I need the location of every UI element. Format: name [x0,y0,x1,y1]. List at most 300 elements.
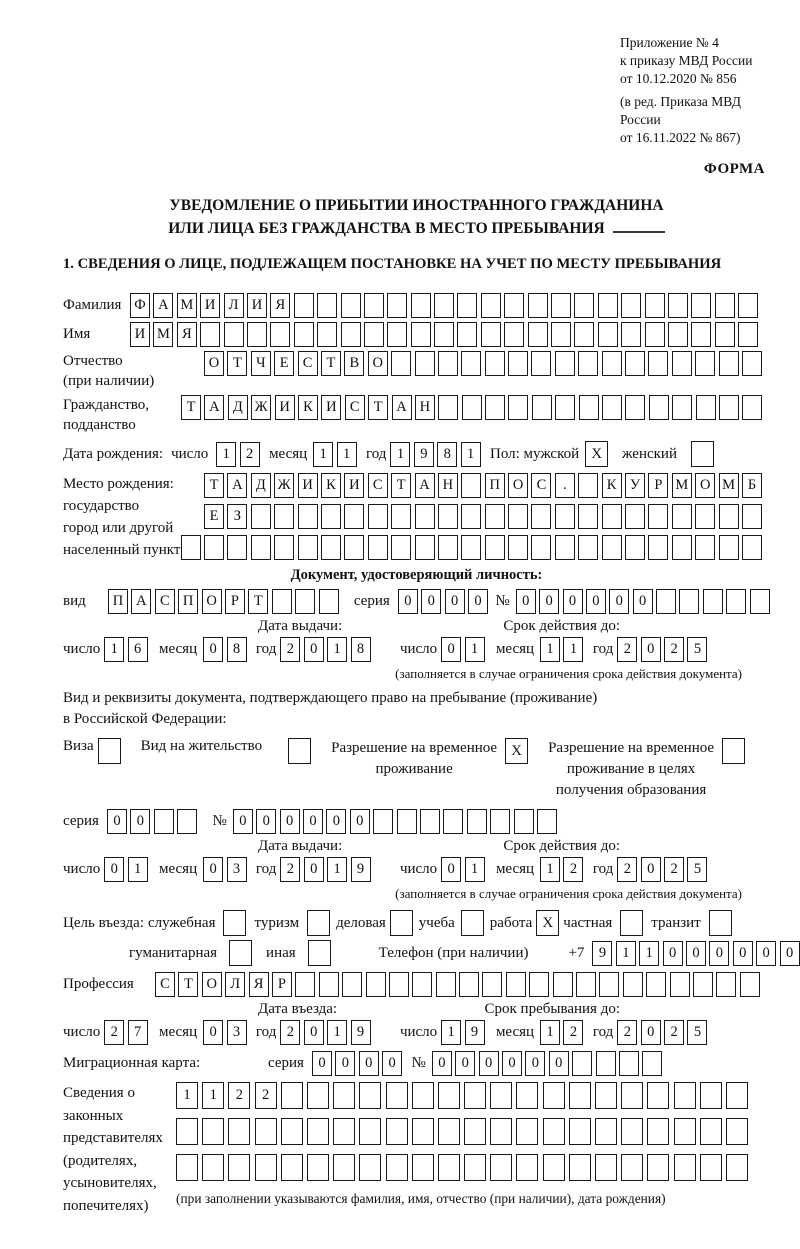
char-box[interactable]: О [204,351,224,376]
char-box[interactable]: 0 [468,589,488,614]
char-box[interactable]: 0 [421,589,441,614]
char-box[interactable] [504,293,524,318]
char-box[interactable] [373,809,393,834]
char-box[interactable] [247,322,267,347]
char-box[interactable] [726,589,746,614]
char-box[interactable] [700,1154,722,1181]
char-box[interactable] [366,972,386,997]
char-box[interactable] [386,1154,408,1181]
char-box[interactable]: 1 [128,857,148,882]
char-box[interactable] [462,395,482,420]
char-box[interactable]: 9 [351,1020,371,1045]
char-box[interactable] [298,535,318,560]
char-box[interactable] [555,535,575,560]
char-box[interactable] [531,504,551,529]
char-box[interactable]: Н [438,473,458,498]
char-box[interactable] [359,1154,381,1181]
char-box[interactable] [508,351,528,376]
char-box[interactable] [672,351,692,376]
char-box[interactable]: А [227,473,247,498]
purpose-other-checkbox[interactable] [308,940,331,966]
char-box[interactable]: 0 [609,589,629,614]
char-box[interactable] [176,1118,198,1145]
char-box[interactable]: 1 [639,941,659,966]
char-box[interactable] [333,1082,355,1109]
char-box[interactable] [625,504,645,529]
char-box[interactable]: 0 [733,941,753,966]
char-box[interactable] [295,972,315,997]
char-box[interactable] [438,395,458,420]
char-box[interactable] [506,972,526,997]
char-box[interactable] [528,293,548,318]
char-box[interactable] [344,535,364,560]
char-box[interactable]: 8 [437,442,457,467]
char-box[interactable] [368,535,388,560]
char-box[interactable] [700,1082,722,1109]
char-box[interactable] [691,322,711,347]
char-box[interactable]: 2 [563,857,583,882]
char-box[interactable]: 1 [176,1082,198,1109]
char-box[interactable] [574,293,594,318]
char-box[interactable] [668,293,688,318]
char-box[interactable] [364,293,384,318]
char-box[interactable]: 1 [104,637,124,662]
char-box[interactable]: 1 [465,857,485,882]
char-box[interactable] [579,395,599,420]
char-box[interactable] [321,535,341,560]
char-box[interactable] [516,1118,538,1145]
char-box[interactable] [255,1154,277,1181]
char-box[interactable]: 0 [663,941,683,966]
char-box[interactable]: Л [225,972,245,997]
char-box[interactable] [703,589,723,614]
char-box[interactable] [719,535,739,560]
char-box[interactable]: 0 [382,1051,402,1076]
char-box[interactable] [647,1118,669,1145]
char-box[interactable]: О [368,351,388,376]
char-box[interactable]: 2 [280,1020,300,1045]
char-box[interactable]: Е [274,351,294,376]
char-box[interactable] [516,1082,538,1109]
char-box[interactable] [307,1154,329,1181]
char-box[interactable]: 0 [203,637,223,662]
char-box[interactable] [674,1082,696,1109]
char-box[interactable] [668,322,688,347]
char-box[interactable]: 1 [441,1020,461,1045]
char-box[interactable] [621,322,641,347]
char-box[interactable] [648,504,668,529]
char-box[interactable] [298,504,318,529]
char-box[interactable] [621,1118,643,1145]
char-box[interactable] [294,322,314,347]
char-box[interactable]: 0 [502,1051,522,1076]
char-box[interactable] [294,293,314,318]
char-box[interactable]: 0 [686,941,706,966]
char-box[interactable]: 0 [304,857,324,882]
char-box[interactable] [672,395,692,420]
char-box[interactable]: 0 [780,941,800,966]
char-box[interactable]: 0 [633,589,653,614]
char-box[interactable] [599,972,619,997]
char-box[interactable]: Т [178,972,198,997]
char-box[interactable] [569,1082,591,1109]
char-box[interactable]: А [204,395,224,420]
char-box[interactable] [672,504,692,529]
char-box[interactable]: Т [204,473,224,498]
edu-residence-checkbox[interactable] [722,738,745,764]
char-box[interactable] [251,504,271,529]
char-box[interactable] [642,1051,662,1076]
char-box[interactable] [647,1154,669,1181]
char-box[interactable]: Ч [251,351,271,376]
char-box[interactable]: 2 [617,637,637,662]
blank-underline[interactable] [613,217,665,233]
char-box[interactable]: О [202,589,222,614]
char-box[interactable]: 0 [256,809,276,834]
char-box[interactable]: 1 [337,442,357,467]
char-box[interactable]: 0 [104,857,124,882]
char-box[interactable]: 2 [228,1082,250,1109]
char-box[interactable] [621,1082,643,1109]
char-box[interactable]: 9 [592,941,612,966]
char-box[interactable] [295,589,315,614]
char-box[interactable] [251,535,271,560]
char-box[interactable] [715,322,735,347]
char-box[interactable] [595,1118,617,1145]
char-box[interactable] [578,504,598,529]
char-box[interactable]: Б [742,473,762,498]
char-box[interactable]: 2 [617,857,637,882]
char-box[interactable]: К [321,473,341,498]
char-box[interactable]: А [153,293,173,318]
char-box[interactable] [553,972,573,997]
char-box[interactable] [602,535,622,560]
char-box[interactable] [224,322,244,347]
char-box[interactable] [415,535,435,560]
char-box[interactable]: 0 [303,809,323,834]
char-box[interactable]: 2 [280,857,300,882]
char-box[interactable] [646,972,666,997]
char-box[interactable]: 0 [107,809,127,834]
char-box[interactable] [274,535,294,560]
char-box[interactable] [672,535,692,560]
char-box[interactable] [649,395,669,420]
char-box[interactable] [569,1154,591,1181]
char-box[interactable]: 8 [227,637,247,662]
char-box[interactable] [531,351,551,376]
char-box[interactable] [317,293,337,318]
char-box[interactable] [202,1154,224,1181]
char-box[interactable] [674,1118,696,1145]
char-box[interactable] [595,1082,617,1109]
char-box[interactable] [181,535,201,560]
char-box[interactable]: И [344,473,364,498]
char-box[interactable] [438,535,458,560]
char-box[interactable]: 1 [313,442,333,467]
char-box[interactable] [176,1154,198,1181]
char-box[interactable] [464,1082,486,1109]
char-box[interactable]: 1 [390,442,410,467]
char-box[interactable] [391,504,411,529]
char-box[interactable]: 3 [227,1020,247,1045]
char-box[interactable]: 0 [516,589,536,614]
char-box[interactable]: С [155,972,175,997]
char-box[interactable] [281,1118,303,1145]
char-box[interactable]: С [345,395,365,420]
char-box[interactable] [490,1082,512,1109]
char-box[interactable] [485,535,505,560]
char-box[interactable]: П [178,589,198,614]
char-box[interactable] [742,504,762,529]
char-box[interactable] [625,351,645,376]
char-box[interactable] [602,504,622,529]
char-box[interactable]: . [555,473,575,498]
char-box[interactable] [485,504,505,529]
char-box[interactable]: М [672,473,692,498]
char-box[interactable] [508,535,528,560]
purpose-tourism-checkbox[interactable] [307,910,330,936]
char-box[interactable] [656,589,676,614]
purpose-study-checkbox[interactable] [461,910,484,936]
char-box[interactable]: 0 [549,1051,569,1076]
char-box[interactable]: 0 [539,589,559,614]
char-box[interactable] [412,1082,434,1109]
char-box[interactable] [691,293,711,318]
char-box[interactable] [490,809,510,834]
char-box[interactable] [364,322,384,347]
char-box[interactable]: 0 [709,941,729,966]
char-box[interactable] [619,1051,639,1076]
char-box[interactable] [459,972,479,997]
char-box[interactable]: 9 [351,857,371,882]
char-box[interactable] [461,504,481,529]
char-box[interactable]: С [531,473,551,498]
char-box[interactable] [412,972,432,997]
char-box[interactable] [602,395,622,420]
char-box[interactable]: П [108,589,128,614]
residence-permit-checkbox[interactable] [288,738,311,764]
char-box[interactable]: Р [272,972,292,997]
char-box[interactable]: 6 [128,637,148,662]
char-box[interactable] [202,1118,224,1145]
char-box[interactable]: Д [228,395,248,420]
char-box[interactable] [359,1082,381,1109]
char-box[interactable] [695,351,715,376]
char-box[interactable] [467,809,487,834]
char-box[interactable] [595,1154,617,1181]
char-box[interactable]: А [392,395,412,420]
char-box[interactable] [543,1118,565,1145]
char-box[interactable]: 0 [304,637,324,662]
char-box[interactable] [726,1082,748,1109]
char-box[interactable] [438,1082,460,1109]
char-box[interactable] [386,1082,408,1109]
char-box[interactable] [438,351,458,376]
char-box[interactable] [670,972,690,997]
char-box[interactable]: Л [224,293,244,318]
char-box[interactable] [679,589,699,614]
char-box[interactable] [368,504,388,529]
purpose-official-checkbox[interactable] [223,910,246,936]
purpose-transit-checkbox[interactable] [709,910,732,936]
char-box[interactable]: 0 [432,1051,452,1076]
char-box[interactable]: С [155,589,175,614]
purpose-private-checkbox[interactable] [620,910,643,936]
char-box[interactable] [481,293,501,318]
char-box[interactable]: 2 [240,442,260,467]
char-box[interactable]: С [368,473,388,498]
char-box[interactable] [695,535,715,560]
char-box[interactable]: 0 [326,809,346,834]
char-box[interactable]: А [131,589,151,614]
char-box[interactable] [436,972,456,997]
char-box[interactable] [578,351,598,376]
char-box[interactable]: 2 [104,1020,124,1045]
char-box[interactable] [177,809,197,834]
char-box[interactable] [434,322,454,347]
char-box[interactable] [555,351,575,376]
char-box[interactable]: С [298,351,318,376]
char-box[interactable] [461,535,481,560]
char-box[interactable] [700,1118,722,1145]
char-box[interactable] [307,1118,329,1145]
char-box[interactable]: И [200,293,220,318]
char-box[interactable]: 0 [359,1051,379,1076]
char-box[interactable]: 0 [304,1020,324,1045]
char-box[interactable]: К [298,395,318,420]
char-box[interactable]: П [485,473,505,498]
char-box[interactable] [341,322,361,347]
char-box[interactable] [576,972,596,997]
char-box[interactable]: Ф [130,293,150,318]
char-box[interactable]: У [625,473,645,498]
char-box[interactable]: О [695,473,715,498]
char-box[interactable] [598,293,618,318]
char-box[interactable] [621,293,641,318]
char-box[interactable] [537,809,557,834]
char-box[interactable]: 1 [540,637,560,662]
char-box[interactable]: 0 [455,1051,475,1076]
char-box[interactable] [270,322,290,347]
char-box[interactable] [321,504,341,529]
char-box[interactable] [543,1154,565,1181]
char-box[interactable]: 1 [202,1082,224,1109]
char-box[interactable]: 5 [687,1020,707,1045]
char-box[interactable]: 0 [641,1020,661,1045]
char-box[interactable] [596,1051,616,1076]
char-box[interactable] [695,504,715,529]
char-box[interactable]: З [227,504,247,529]
char-box[interactable] [412,1118,434,1145]
temp-residence-checkbox[interactable]: X [505,738,528,764]
char-box[interactable]: 0 [350,809,370,834]
sex-female-checkbox[interactable] [691,441,714,467]
char-box[interactable] [228,1154,250,1181]
char-box[interactable] [481,322,501,347]
char-box[interactable]: В [344,351,364,376]
char-box[interactable] [415,504,435,529]
char-box[interactable]: М [177,293,197,318]
char-box[interactable]: 2 [664,637,684,662]
char-box[interactable]: 0 [441,637,461,662]
char-box[interactable] [204,535,224,560]
char-box[interactable] [319,972,339,997]
char-box[interactable] [461,473,481,498]
char-box[interactable] [333,1118,355,1145]
char-box[interactable] [420,809,440,834]
char-box[interactable]: 5 [687,637,707,662]
char-box[interactable] [274,504,294,529]
char-box[interactable]: Я [249,972,269,997]
char-box[interactable] [344,504,364,529]
char-box[interactable] [307,1082,329,1109]
char-box[interactable] [719,504,739,529]
char-box[interactable]: Ж [274,473,294,498]
char-box[interactable]: 1 [216,442,236,467]
char-box[interactable] [531,535,551,560]
char-box[interactable]: 1 [540,1020,560,1045]
char-box[interactable]: Т [181,395,201,420]
char-box[interactable]: И [321,395,341,420]
char-box[interactable] [342,972,362,997]
char-box[interactable] [551,293,571,318]
char-box[interactable]: 1 [540,857,560,882]
purpose-work-checkbox[interactable]: X [536,910,559,936]
char-box[interactable]: 0 [312,1051,332,1076]
char-box[interactable]: 3 [227,857,247,882]
char-box[interactable] [551,322,571,347]
char-box[interactable]: 1 [327,1020,347,1045]
char-box[interactable] [648,351,668,376]
char-box[interactable] [319,589,339,614]
char-box[interactable] [508,504,528,529]
char-box[interactable] [333,1154,355,1181]
char-box[interactable]: А [415,473,435,498]
char-box[interactable] [443,809,463,834]
char-box[interactable]: Ж [251,395,271,420]
char-box[interactable] [438,1118,460,1145]
char-box[interactable] [412,1154,434,1181]
char-box[interactable] [528,322,548,347]
char-box[interactable] [742,535,762,560]
char-box[interactable]: Р [648,473,668,498]
char-box[interactable] [648,535,668,560]
char-box[interactable]: 8 [351,637,371,662]
char-box[interactable]: 0 [445,589,465,614]
char-box[interactable]: И [247,293,267,318]
char-box[interactable]: 0 [641,637,661,662]
char-box[interactable] [281,1154,303,1181]
char-box[interactable]: 1 [327,857,347,882]
char-box[interactable] [255,1118,277,1145]
char-box[interactable] [625,395,645,420]
char-box[interactable]: И [275,395,295,420]
char-box[interactable] [645,322,665,347]
purpose-humanitarian-checkbox[interactable] [229,940,252,966]
char-box[interactable] [387,322,407,347]
char-box[interactable] [391,535,411,560]
char-box[interactable]: Д [251,473,271,498]
char-box[interactable] [578,535,598,560]
char-box[interactable] [715,293,735,318]
char-box[interactable] [485,395,505,420]
visa-checkbox[interactable] [98,738,121,764]
char-box[interactable] [411,293,431,318]
char-box[interactable] [200,322,220,347]
char-box[interactable]: 2 [664,1020,684,1045]
char-box[interactable]: 0 [479,1051,499,1076]
char-box[interactable]: 0 [563,589,583,614]
